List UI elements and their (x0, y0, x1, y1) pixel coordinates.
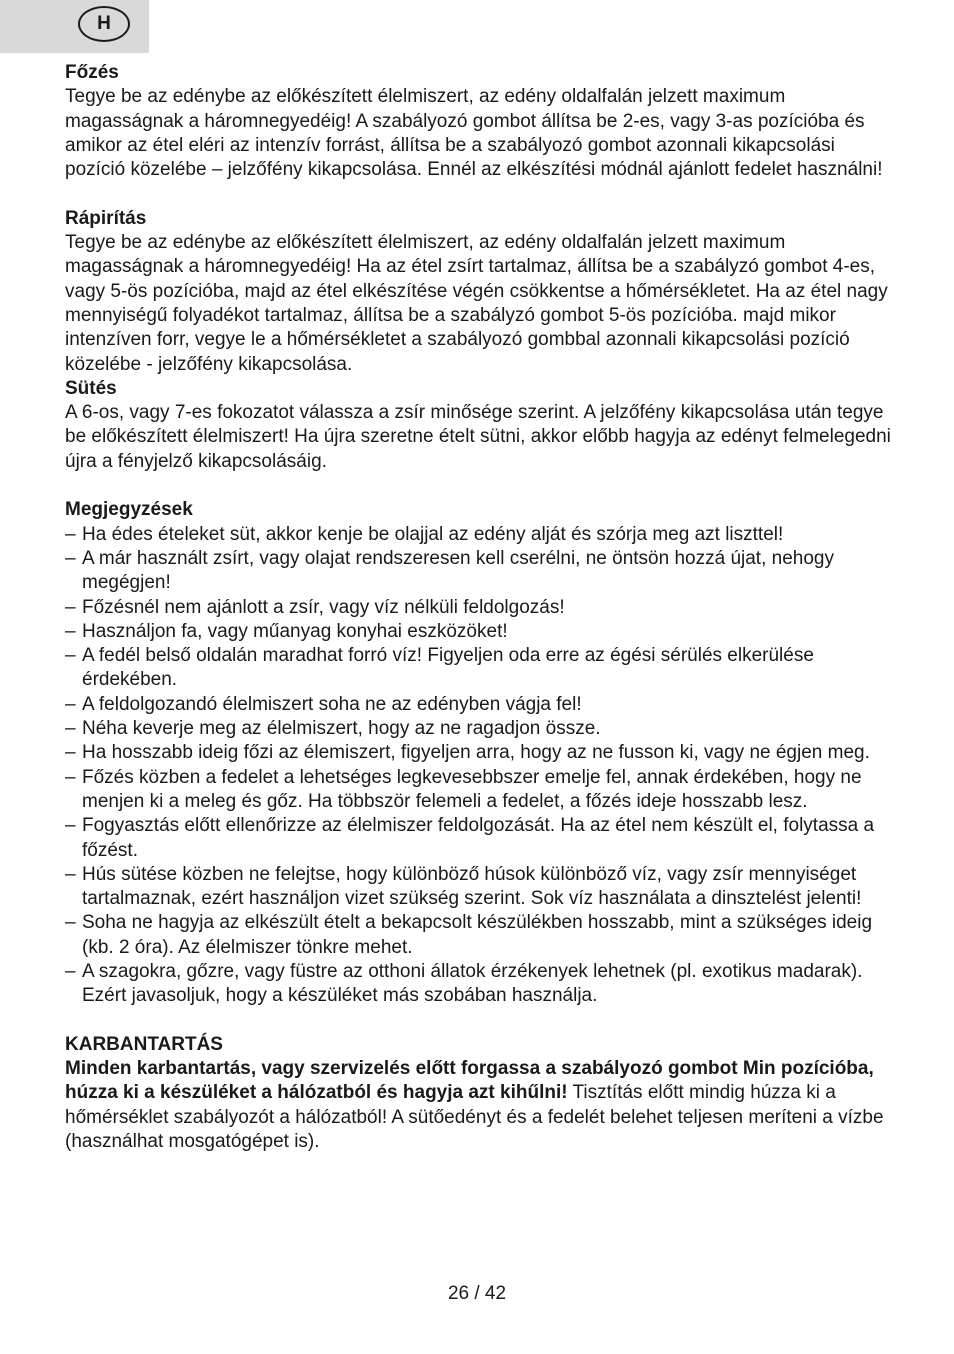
list-item (65, 863, 895, 912)
list-item-text: Fogyasztás előtt ellenőrizze az élelmiszer feldolgozását. Ha az étel nem készült el, folytassa a főzést. (82, 815, 875, 861)
notes-list (65, 523, 895, 1009)
list-item-text: Főzésnél nem ajánlott a zsír, vagy víz nélküli feldolgozás! (82, 596, 565, 618)
dash-bullet: – (65, 596, 76, 618)
list-item (65, 960, 895, 1009)
spacer (65, 474, 895, 498)
section-title-sutes: Sütés (65, 377, 117, 399)
dash-bullet: – (65, 523, 76, 545)
dash-bullet: – (65, 718, 76, 740)
list-item-text: A már használt zsírt, vagy olajat rendszeresen kell cserélni, ne öntsön hozzá újat, nehogy megégjen! (82, 547, 834, 594)
list-item (65, 717, 895, 741)
list-item (65, 693, 895, 717)
list-item (65, 523, 895, 547)
document-body (65, 61, 895, 1154)
dash-bullet: – (65, 693, 76, 715)
dash-bullet: – (65, 912, 76, 934)
dash-bullet: – (65, 645, 76, 667)
list-item (65, 911, 895, 960)
language-tab (0, 0, 149, 53)
section-text-rapiritas: Tegye be az edénybe az előkészített élelmiszert, az edény oldalfalán jelzett maximum magasságnak a háromnegyedéig! Ha az étel zsírt tartalmaz, állítsa be a szabályzó gombot 4-es, vagy 5-ös pozícióba, majd az étel elkészítése végén csökkentse a hőmérsékletet. Ha az étel nagy mennyiségű folyadékot tartalmaz, állítsa be a szabályzó gombot 5-ös pozícióba. majd mikor intenzíven forr, vegye le a hőmérsékletet a szabályozó gombbal azonnali kikapcsolási pozíció közelébe - jelzőfény kikapcsolása. (65, 232, 888, 375)
section-text-karbantartas (65, 1057, 895, 1154)
spacer (65, 1009, 895, 1033)
page-number: 26 / 42 (447, 1283, 507, 1304)
dash-bullet: – (65, 863, 76, 885)
list-item-text: Használjon fa, vagy műanyag konyhai eszközöket! (82, 620, 508, 642)
section-title-rapiritas: Rápirítás (65, 207, 147, 229)
list-item-text: Ha hosszabb ideig főzi az élemiszert, figyeljen arra, hogy az ne fusson ki, vagy ne égjen meg. (82, 742, 870, 764)
maintenance-warning: Minden karbantartás, vagy szervizelés előtt forgassa a szabályozó gombot Min pozícióba, húzza ki a készüléket a hálózatból és hagyja azt kihűlni! (65, 1058, 874, 1104)
list-item-text: A fedél belső oldalán maradhat forró víz! Figyeljen oda erre az égési sérülés elkerülése érdekében. (82, 645, 814, 691)
section-text-sutes: A 6-os, vagy 7-es fokozatot válassza a zsír minősége szerint. A jelzőfény kikapcsolása után tegye be előkészített élelmiszert! Ha újra szeretne ételt sütni, akkor előbb hagyja az edényt felmelegedni újra a fényjelző kikapcsolásáig. (65, 402, 891, 472)
list-item (65, 741, 895, 765)
dash-bullet: – (65, 620, 76, 642)
list-item (65, 766, 895, 815)
dash-bullet: – (65, 766, 76, 788)
list-item (65, 814, 895, 863)
list-item (65, 596, 895, 620)
list-item-text: Néha keverje meg az élelmiszert, hogy az ne ragadjon össze. (82, 718, 601, 740)
list-item-text: Hús sütése közben ne felejtse, hogy különböző húsok különböző víz, vagy zsír mennyiséget tartalmaznak, ezért használjon vizet szükség szerint. Sok víz használata a dinsztelést jelenti! (82, 863, 862, 910)
dash-bullet: – (65, 815, 76, 837)
section-text-fozes: Tegye be az edénybe az előkészített élelmiszert, az edény oldalfalán jelzett maximum magasságnak a háromnegyedéig! A szabályozó gombot állítsa be 2-es, vagy 3-as pozícióba és amikor az étel eléri az intenzív forrást, állítsa be a szabályozó gombot azonnali kikapcsolási pozíció közelébe – jelzőfény kikapcsolása. Ennél az elkészítési módnál ajánlott fedelet használni! (65, 86, 883, 181)
section-title-karbantartas: KARBANTARTÁS (65, 1033, 223, 1055)
list-item-text: Soha ne hagyja az elkészült ételt a bekapcsolt készülékben hosszabb, mint a szükséges ideig (kb. 2 óra). Az élelmiszer tönkre mehet. (82, 912, 873, 958)
list-item-text: A feldolgozandó élelmiszert soha ne az edényben vágja fel! (82, 693, 582, 715)
section-title-fozes: Főzés (65, 62, 119, 83)
language-badge: H (78, 6, 130, 42)
spacer (65, 182, 895, 206)
dash-bullet: – (65, 742, 76, 764)
list-item-text: Főzés közben a fedelet a lehetséges legkevesebbszer emelje fel, annak érdekében, hogy ne menjen ki a meleg és gőz. Ha többször felemeli a fedelet, a főzés ideje hosszabb lesz. (82, 766, 862, 812)
dash-bullet: – (65, 547, 76, 569)
list-item-text: A szagokra, gőzre, vagy füstre az otthoni állatok érzékenyek lehetnek (pl. exotikus madarak). Ezért javasoljuk, hogy a készüléket más szobában használja. (82, 960, 863, 1007)
maintenance-text: Tisztítás előtt mindig húzza ki a hőmérséklet szabályozót a hálózatból! A sütőedényt és a fedelét belehet teljesen meríteni a vízbe (használhat mosgatógépet is). (65, 1082, 884, 1153)
list-item-text: Ha édes ételeket süt, akkor kenje be olajjal az edény alját és szórja meg azt liszttel! (82, 523, 784, 545)
dash-bullet: – (65, 960, 76, 982)
list-item (65, 644, 895, 693)
list-item (65, 547, 895, 596)
list-item (65, 620, 895, 644)
section-title-megjegyzesek: Megjegyzések (65, 499, 193, 521)
